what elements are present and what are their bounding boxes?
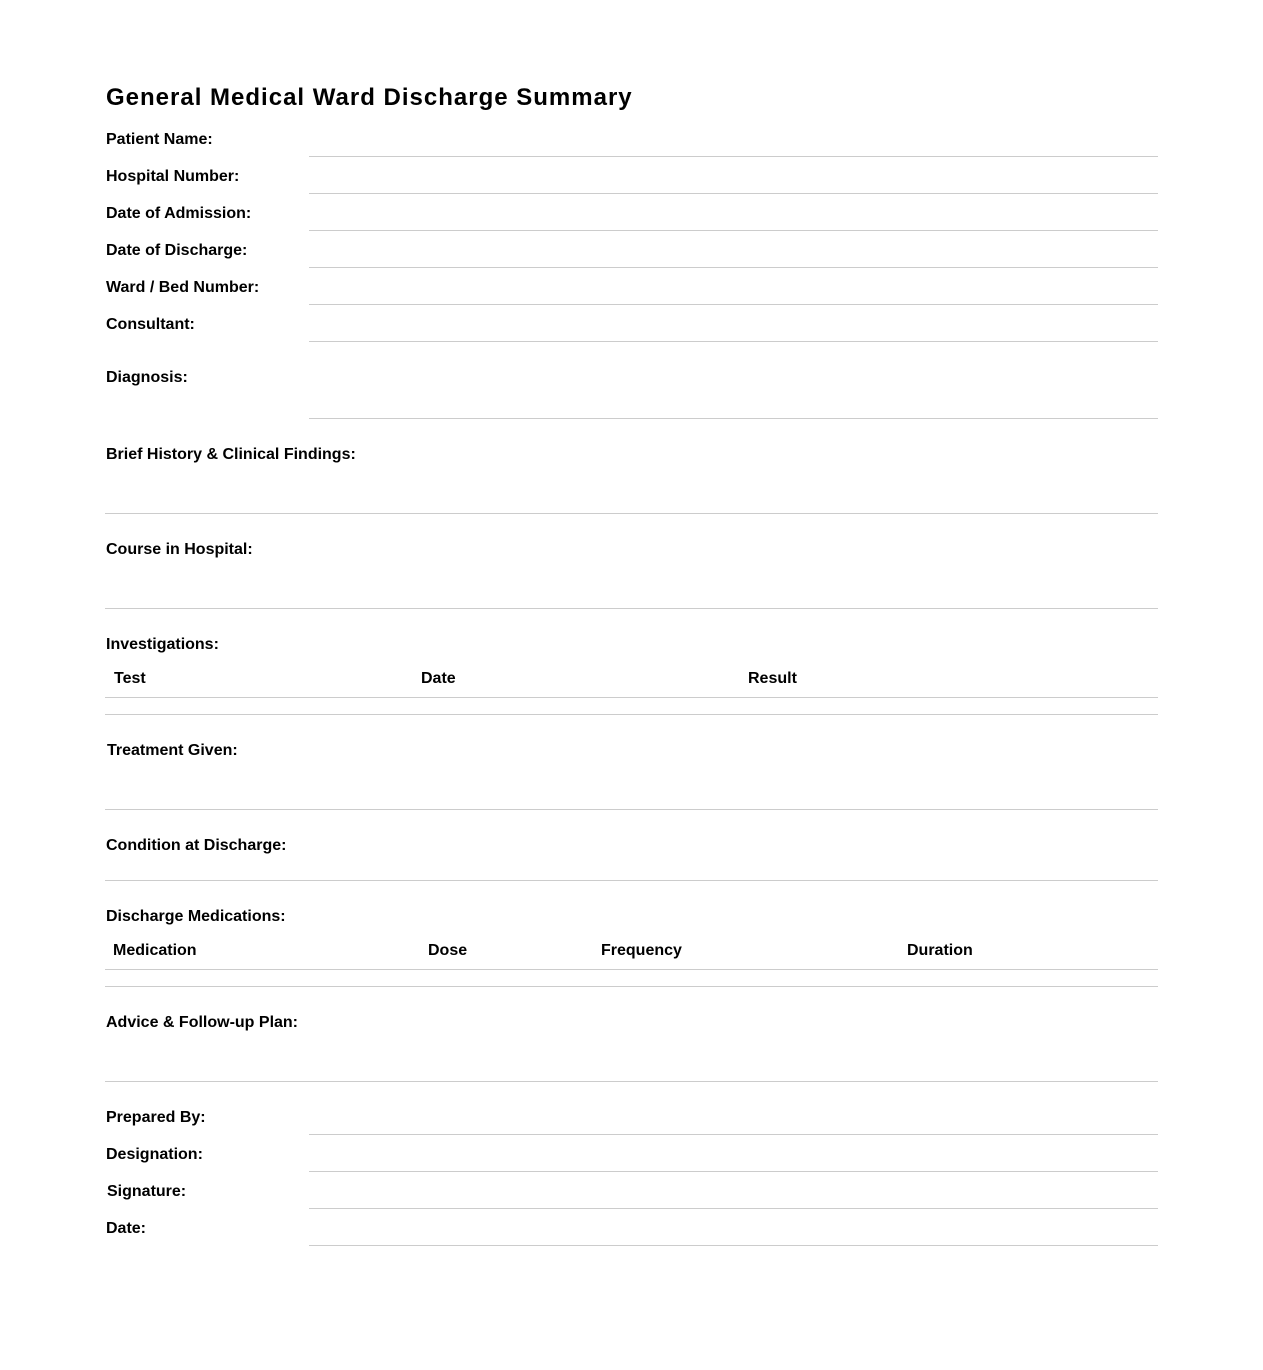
signature-label: Signature: [107,1183,187,1200]
signature-field[interactable] [309,1208,1158,1209]
medications-header-duration: Duration [907,942,973,959]
investigations-header-date: Date [421,670,456,687]
hospital-number-label: Hospital Number: [106,168,240,185]
course-field[interactable] [105,608,1158,609]
medications-header-dose: Dose [428,942,468,959]
date-label: Date: [106,1220,147,1237]
condition-field[interactable] [105,880,1158,881]
treatment-label: Treatment Given: [107,742,238,759]
medications-header-medication: Medication [113,942,197,959]
course-label: Course in Hospital: [106,541,253,558]
date-of-discharge-field[interactable] [309,267,1158,268]
designation-label: Designation: [106,1146,203,1163]
advice-field[interactable] [105,1081,1158,1082]
medications-row[interactable] [105,986,1158,987]
investigations-header-divider [105,697,1158,698]
consultant-field[interactable] [309,341,1158,342]
diagnosis-field[interactable] [309,418,1158,419]
medications-header-frequency: Frequency [601,942,682,959]
date-of-admission-label: Date of Admission: [106,205,252,222]
medications-header-divider [105,969,1158,970]
investigations-header-result: Result [748,670,797,687]
investigations-header-test: Test [114,670,146,687]
condition-label: Condition at Discharge: [106,837,287,854]
treatment-field[interactable] [105,809,1158,810]
prepared-by-label: Prepared By: [106,1109,206,1126]
hospital-number-field[interactable] [309,193,1158,194]
date-of-admission-field[interactable] [309,230,1158,231]
investigations-row[interactable] [105,714,1158,715]
date-of-discharge-label: Date of Discharge: [106,242,248,259]
consultant-label: Consultant: [106,316,195,333]
medications-label: Discharge Medications: [106,908,286,925]
ward-bed-field[interactable] [309,304,1158,305]
page-title: General Medical Ward Discharge Summary [106,84,633,111]
date-field[interactable] [309,1245,1158,1246]
investigations-label: Investigations: [106,636,219,653]
patient-name-field[interactable] [309,156,1158,157]
history-field[interactable] [105,513,1158,514]
diagnosis-label: Diagnosis: [106,369,188,386]
prepared-by-field[interactable] [309,1134,1158,1135]
patient-name-label: Patient Name: [106,131,213,148]
history-label: Brief History & Clinical Findings: [106,446,356,463]
ward-bed-label: Ward / Bed Number: [106,279,260,296]
designation-field[interactable] [309,1171,1158,1172]
advice-label: Advice & Follow-up Plan: [106,1014,299,1031]
